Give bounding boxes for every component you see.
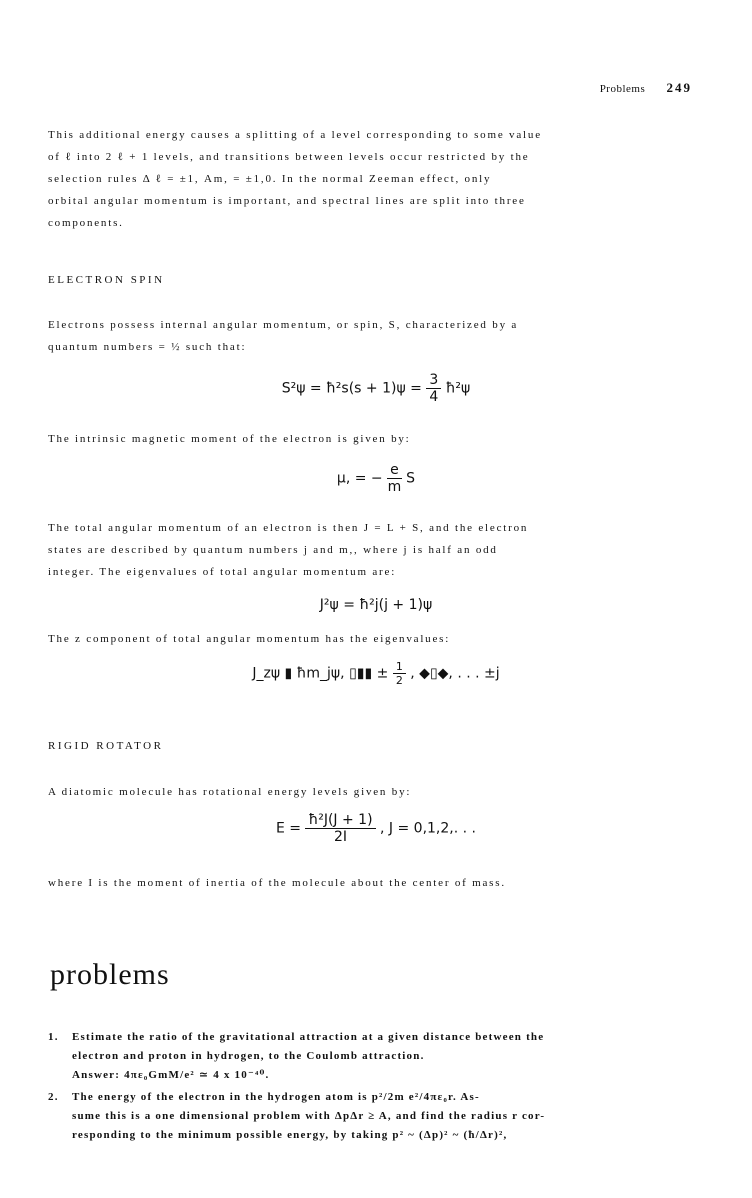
text-magnetic-moment: The intrinsic magnetic moment of the electron is given by: bbox=[48, 433, 411, 445]
equation-spin-eigenvalue bbox=[0, 372, 752, 405]
text-z-component: The z component of total angular momentum has the eigenvalues: bbox=[48, 633, 451, 645]
problem-number: 2. bbox=[48, 1091, 59, 1103]
section-title-problems: problems bbox=[50, 958, 170, 991]
problem-item bbox=[48, 1028, 682, 1085]
equation-part: S²ψ = ħ²s(s + 1)ψ = bbox=[281, 380, 422, 397]
text-line: electron and proton in hydrogen, to the Coulomb attraction. bbox=[72, 1050, 425, 1062]
paragraph-total-angular-momentum bbox=[48, 517, 694, 583]
fraction-denominator: 4 bbox=[429, 389, 439, 405]
text-line: integer. The eigenvalues of total angular momentum are: bbox=[48, 566, 397, 578]
paragraph-zeeman bbox=[48, 124, 694, 234]
text-line: quantum numbers = ½ such that: bbox=[48, 341, 247, 353]
problem-number: 1. bbox=[48, 1031, 59, 1043]
equation-part: μ, = − bbox=[336, 470, 383, 487]
fraction-numerator: 3 bbox=[426, 372, 441, 389]
text-line: Answer: 4πε₀GmM/e² ≃ 4 x 10⁻⁴⁰. bbox=[72, 1069, 270, 1081]
page-number: 249 bbox=[666, 80, 692, 95]
running-head-title: Problems bbox=[599, 83, 646, 95]
fraction-numerator: 1 bbox=[393, 660, 406, 674]
text-rotator: A diatomic molecule has rotational energy levels given by: bbox=[48, 786, 412, 798]
running-head bbox=[600, 80, 692, 96]
text-moment-of-inertia: where I is the moment of inertia of the molecule about the center of mass. bbox=[48, 877, 506, 889]
fraction-denominator: m bbox=[387, 479, 402, 495]
text-line: Estimate the ratio of the gravitational attraction at a given distance between the bbox=[72, 1031, 545, 1043]
text-line: of ℓ into 2 ℓ + 1 levels, and transitions between levels occur restricted by the bbox=[48, 151, 530, 163]
fraction-denominator: 2 bbox=[395, 674, 403, 687]
fraction-denominator: 2I bbox=[333, 829, 348, 845]
text-line: This additional energy causes a splitting of a level corresponding to some value bbox=[48, 129, 542, 141]
text-line: Electrons possess internal angular momentum, or spin, S, characterized by a bbox=[48, 319, 519, 331]
fraction bbox=[393, 660, 406, 687]
equation-rotational-energy bbox=[0, 812, 752, 845]
section-heading-rigid-rotator: RIGID ROTATOR bbox=[48, 740, 164, 752]
equation-part: J_zψ ▮ ħm_jψ, ▯▮▮ ± bbox=[252, 665, 389, 682]
paragraph-spin bbox=[48, 314, 694, 358]
section-heading-electron-spin: ELECTRON SPIN bbox=[48, 274, 165, 286]
equation-magnetic-moment bbox=[0, 462, 752, 495]
text-line: states are described by quantum numbers j and m,, where j is half an odd bbox=[48, 544, 498, 556]
text-line: The energy of the electron in the hydrogen atom is p²/2m e²/4πε₀r. As- bbox=[72, 1091, 480, 1103]
equation-j-squared: J²ψ = ħ²j(j + 1)ψ bbox=[319, 597, 433, 613]
fraction bbox=[426, 372, 441, 405]
fraction bbox=[387, 462, 402, 495]
text-line: sume this is a one dimensional problem with ΔpΔr ≥ A, and find the radius r cor- bbox=[72, 1110, 546, 1122]
text-line: responding to the minimum possible energy, by taking p² ~ (Δp)² ~ (ħ/Δr)², bbox=[72, 1129, 508, 1141]
fraction-numerator: e bbox=[387, 462, 402, 479]
equation-part: , ◆▯◆, . . . ±j bbox=[410, 665, 500, 682]
text-line: components. bbox=[48, 217, 124, 229]
equation-jz bbox=[0, 660, 752, 687]
problem-item bbox=[48, 1088, 682, 1145]
equation-part: ħ²ψ bbox=[445, 380, 471, 397]
text-line: The total angular momentum of an electron is then J = L + S, and the electron bbox=[48, 522, 529, 534]
equation-part: , J = 0,1,2,. . . bbox=[380, 820, 476, 837]
equation-part: S bbox=[406, 470, 416, 487]
fraction bbox=[305, 812, 375, 845]
equation-part: E = bbox=[276, 820, 302, 837]
fraction-numerator: ħ²J(J + 1) bbox=[305, 812, 375, 829]
text-line: selection rules Δ ℓ = ±1, Am, = ±1,0. In the normal Zeeman effect, only bbox=[48, 173, 492, 185]
text-line: orbital angular momentum is important, and spectral lines are split into three bbox=[48, 195, 526, 207]
